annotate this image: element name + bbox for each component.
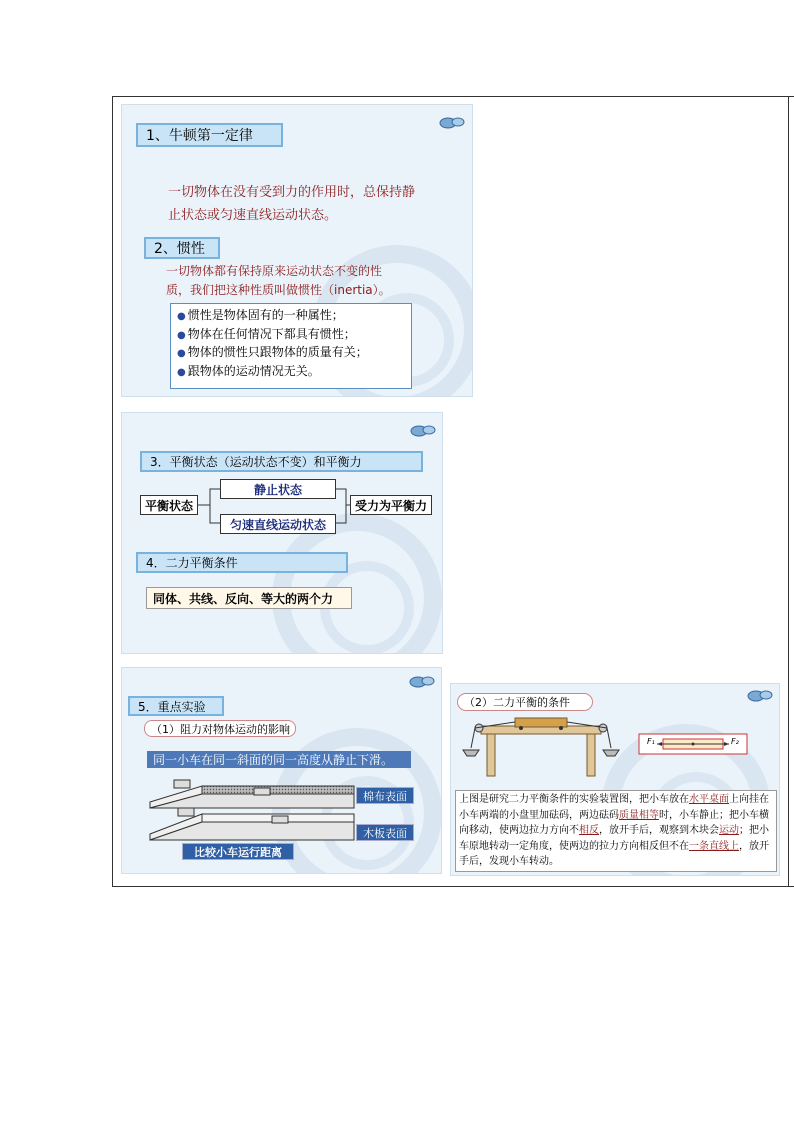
page-frame-right — [788, 96, 789, 887]
condition-box: 同体、共线、反向、等大的两个力 — [146, 587, 352, 609]
heading-key-experiment: 5．重点实验 — [128, 696, 224, 716]
blank-same-line: 一条直线上 — [689, 840, 739, 852]
flow-rest-state: 静止状态 — [220, 479, 336, 499]
instruction-banner: 同一小车在同一斜面的同一高度从静止下滑。 — [147, 751, 411, 768]
flow-equilibrium-state: 平衡状态 — [140, 495, 198, 515]
blank-move: 运动 — [719, 825, 739, 836]
list-item: ● 跟物体的运动情况无关。 — [177, 363, 405, 382]
force-label-f1: F₁ — [647, 737, 655, 746]
slide-key-experiment — [121, 667, 442, 874]
list-item: ● 物体的惯性只跟物体的质量有关； — [177, 344, 405, 363]
heading-newton-law: 1、牛顿第一定律 — [136, 123, 283, 147]
force-label-f2: F₂ — [731, 737, 739, 746]
heading-two-force-condition: 4．二力平衡条件 — [136, 552, 348, 573]
label-compare-distance: 比较小车运行距离 — [182, 843, 294, 860]
inertia-text: 一切物体都有保持原来运动状态不变的性 质，我们把这种性质叫做惯性（inertia）。 — [166, 264, 391, 297]
heading-inertia: 2、惯性 — [144, 237, 220, 259]
slide-two-force-experiment — [450, 683, 780, 876]
slide-equilibrium — [121, 412, 443, 654]
experiment-description: 上图是研究二力平衡条件的实验装置图，把小车放在水平桌面上向挂在小车两端的小盘里加砝码，两边砝码质量相等时，小车静止；把小车横向移动，使两边拉力方向不相反，放开手后，观察到木块会运动；把小车原地转动一定角度，使两边的拉力方向相反但不在一条直线上，放开手后，发现小车转动。 — [455, 790, 777, 872]
law-text: 一切物体在没有受到力的作用时，总保持静 止状态或匀速直线运动状态。 — [168, 185, 416, 223]
subheading-two-force: （2）二力平衡的条件 — [457, 693, 593, 711]
inertia-bullet-box — [170, 303, 412, 389]
telescope-icon — [439, 115, 465, 131]
subheading-resistance: （1）阻力对物体运动的影响 — [144, 720, 296, 737]
slide-newton-first-law — [121, 104, 473, 397]
blank-horizontal-table: 水平桌面 — [689, 794, 729, 805]
list-item: ● 物体在任何情况下都具有惯性； — [177, 326, 405, 345]
blank-opposite: 相反 — [579, 825, 599, 836]
label-cloth-surface: 棉布表面 — [356, 787, 414, 804]
flow-balanced-forces: 受力为平衡力 — [350, 495, 432, 515]
cart-table-diagram — [451, 684, 780, 784]
heading-equilibrium: 3．平衡状态（运动状态不变）和平衡力 — [140, 451, 423, 472]
list-item: ● 惯性是物体固有的一种属性； — [177, 307, 405, 326]
label-wood-surface: 木板表面 — [356, 824, 414, 841]
blank-equal-mass: 质量相等 — [619, 809, 659, 821]
flow-uniform-motion: 匀速直线运动状态 — [220, 514, 336, 534]
